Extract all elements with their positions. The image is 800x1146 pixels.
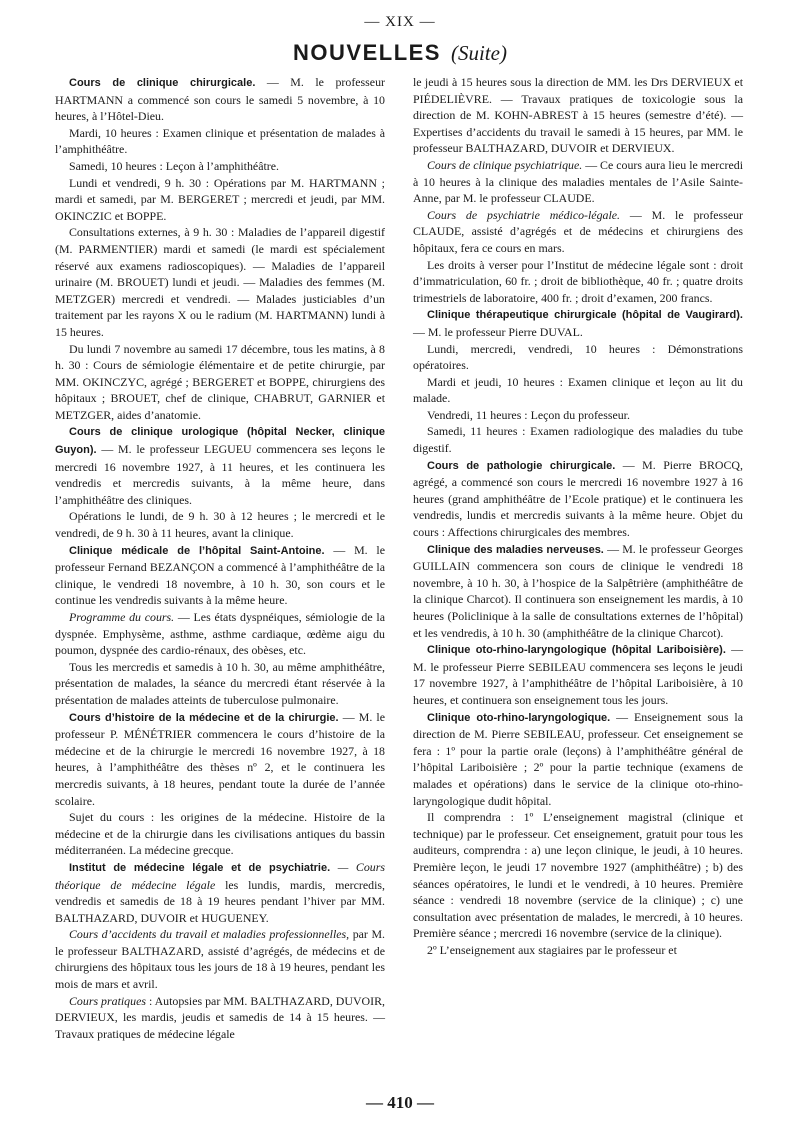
left-column (55, 74, 385, 1042)
paragraph (413, 306, 743, 340)
paragraph (413, 457, 743, 541)
paragraph (55, 74, 385, 125)
paragraph (413, 709, 743, 810)
paragraph-text: Tous les mercredis et samedis à 10 h. 30, au même amphithéâtre, présentation de malades, la séance du mercredi étant réservée à la présentation de malades atteints de tuberculose pulmonaire. (55, 659, 385, 707)
paragraph-lead: Cours de pathologie chirurgicale. (427, 459, 616, 472)
paragraph-text: Lundi, mercredi, vendredi, 10 heures : Démonstrations opératoires. (413, 341, 743, 373)
paragraph (55, 508, 385, 541)
paragraph (413, 423, 743, 456)
paragraph (413, 341, 743, 374)
paragraph-lead: Clinique des maladies nerveuses. (427, 543, 604, 556)
paragraph-text: les lundis, mardis, mercredis, vendredis et samedis de 18 à 19 heures pendant l’hiver par MM. BALTHAZARD, DUVOIR et HUGUENEY. (55, 877, 385, 925)
paragraph (413, 942, 743, 959)
paragraph-text: Mardi et jeudi, 10 heures : Examen clinique et leçon au lit du malade. (413, 374, 743, 406)
paragraph-text: — M. le professeur P. MÉNÉTRIER commencera le cours d’histoire de la médecine et de la chirurgie le mercredi 16 novembre 1927, à 18 heures, à l’amphithéâtre des thèses nº 2, et le continuera les mercredis suivants, à 18 heures, pendant toute la durée de l’année scolaire. (55, 709, 385, 808)
paragraph-italic: — Cours théorique de médecine légale (55, 859, 385, 892)
roman-page-number: — XIX — (364, 14, 436, 30)
paragraph-text: Il comprendra : 1º L’enseignement magistral (clinique et technique) par le professeur. Cet enseignement, gratuit pour tous les auditeurs, comprendra : a) une leçon clinique, le jeudi, à 10 heures. Première leçon, le jeudi 17 novembre 1927 (amphithéâtre) ; b) des séances opératoires, le lundi et le vendredi, à 10 heures. Première séance : vendredi 18 novembre (service de la clinique) ; c) une consultation avec présentation de malades, le mercredi, à 10 heures. Première séance ; mercredi 16 novembre (service de la clinique). (413, 810, 743, 941)
paragraph (55, 423, 385, 508)
paragraph-italic: Programme du cours. (69, 610, 175, 624)
paragraph (413, 157, 743, 207)
paragraph-text: : Autopsies par MM. BALTHAZARD, DUVOIR, DERVIEUX, les mardis, jeudis et samedis de 14 à 15 heures. — Travaux pratiques de médecine légale (55, 993, 386, 1041)
paragraph-text: — M. le professeur HARTMANN a commencé son cours le samedi 5 novembre, à 10 heures, à l’Hôtel-Dieu. (55, 75, 385, 124)
paragraph-text: par M. le professeur BALTHAZARD, assisté d’agrégés, de médecins et de chirurgiens des hôpitaux tous les jours de 18 à 19 heures, pendant les mois de mars et avril. (55, 927, 385, 992)
paragraph-text: — M. le professeur Fernand BEZANÇON a commencé à l’amphithéâtre de la clinique, le vendredi 18 novembre, à 10 h. 30, son cours et le continue les vendredis suivants à la même heure. (55, 542, 386, 608)
paragraph (413, 641, 743, 708)
section-suite: (Suite) (450, 41, 507, 65)
paragraph (55, 542, 385, 609)
paragraph-lead: Clinique médicale de l’hôpital Saint-Antoine. (69, 544, 325, 557)
paragraph-italic: Cours d’accidents du travail et maladies professionnelles, (69, 927, 350, 942)
paragraph-text: Opérations le lundi, de 9 h. 30 à 12 heures ; le mercredi et le vendredi, de 9 h. 30 à 11 heures, avant la clinique. (55, 509, 385, 541)
paragraph-lead: Cours d’histoire de la médecine et de la chirurgie. (69, 711, 339, 724)
paragraph-text: Mardi, 10 heures : Examen clinique et présentation de malades à l’amphithéâtre. (55, 125, 385, 157)
paragraph-text: — Ce cours aura lieu le mercredi à 10 heures à la clinique des maladies mentales de l’Asile Sainte-Anne, par M. le professeur CLAUDE. (413, 157, 744, 206)
paragraph-text: — M. le professeur Georges GUILLAIN commencera son cours de clinique le vendredi 18 novembre, à 10 h. 30, à l’hospice de la Salpêtrière (amphithéâtre de la clinique Charcot). Il continuera son enseignement les mardis, à 10 heures (Policlinique à la salle de consultations externes de l’hôpital) et les vendredis, à 10 h. 30 (amphithéâtre de la clinique Charcot). (413, 541, 744, 640)
paragraph (413, 407, 743, 424)
paragraph-italic: Cours de clinique psychiatrique. (427, 157, 583, 172)
page-number: — 410 — (366, 1093, 434, 1112)
section-title: NOUVELLES (293, 40, 441, 65)
paragraph (55, 993, 385, 1043)
paragraph-text: — M. Pierre BROCQ, agrégé, a commencé son cours le mercredi 16 novembre 1927 à 16 heures (grand amphithéâtre de l’Ecole pratique) et le continuera les vendredis, lundis et mercredis suivants à la même heure. Objet du cours : Affections chirurgicales des membres. (413, 457, 743, 540)
paragraph-text: — Les états dyspnéiques, sémiologie de la dyspnée. Emphysème, asthme, asthme cardiaque, œdème aigu du poumon, dyspnée des cardio-rénaux, des obèses, etc. (55, 610, 385, 658)
paragraph (413, 374, 743, 407)
paragraph (55, 175, 385, 225)
paragraph-text: Consultations externes, à 9 h. 30 : Maladies de l’appareil digestif (M. PARMENTIER) mardi et samedi (le mardi est spécialement réservé aux examens radioscopiques). — Maladies de l’appareil urinaire (M. BROUET) lundi et jeudi. — Maladies des femmes (M. METZGER) mercredi et vendredi. — Malades justiciables d’un traitement par les rayons X ou le radium (M. HARTMANN) lundi à 15 heures. (55, 225, 385, 339)
paragraph-text: — Enseignement sous la direction de M. Pierre SEBILEAU, professeur. Cet enseignement se fera : 1º pour la partie orale (leçons) à l’amphithéâtre général de l’hôpital Lariboisière ; 2º pour la partie technique (examens de malades et opérations) dans le service de la clinique oto-rhino-laryngologique dudit hôpital. (413, 709, 743, 808)
paragraph (55, 659, 385, 709)
paragraph (413, 257, 743, 307)
paragraph-text: Samedi, 10 heures : Leçon à l’amphithéâtre. (69, 158, 279, 173)
paragraph-text: Les droits à verser pour l’Institut de médecine légale sont : droit d’immatriculation, 60 fr. ; droit de bibliothèque, 40 fr. ; quatre droits trimestriels de laboratoire, 400 fr. ; droit d’examen, 200 francs. (413, 257, 743, 305)
paragraph-lead: Cours de clinique urologique (hôpital Necker, clinique Guyon). (55, 426, 385, 457)
paragraph-text: Du lundi 7 novembre au samedi 17 décembre, tous les matins, à 8 h. 30 : Cours de sémiologie élémentaire et de petite chirurgie, par MM. OKINCZYC, agrégé ; BERGERET et BOPPE, chirurgiens des hôpitaux ; BROUET, chef de clinique, CHABRUT, GARNIER et METZGER, aides d’anatomie. (55, 341, 385, 422)
paragraph (55, 709, 385, 810)
paragraph (55, 224, 385, 340)
paragraph (55, 859, 385, 926)
paragraph (55, 125, 385, 158)
paragraph (55, 158, 385, 175)
paragraph-text: Lundi et vendredi, 9 h. 30 : Opérations par M. HARTMANN ; mardi et samedi, par M. BERGERET ; mercredi et jeudi, par MM. OKINCZIC et BOPPE. (55, 175, 385, 223)
paragraph (55, 809, 385, 859)
paragraph-text: — M. le professeur LEGUEU commencera ses leçons le mercredi 16 novembre 1927, à 11 heures, et les continuera les vendredis et mercredis suivants, à la même heure, dans l’amphithéâtre des cliniques. (55, 442, 385, 507)
paragraph-text: Samedi, 11 heures : Examen radiologique des maladies du tube digestif. (413, 424, 743, 456)
paragraph (413, 207, 743, 257)
paragraph (413, 74, 743, 157)
paragraph-text: Vendredi, 11 heures : Leçon du professeur. (427, 407, 630, 422)
paragraph-lead: Institut de médecine légale et de psychiatrie. (69, 861, 331, 874)
paragraph (55, 341, 385, 424)
journal-page (55, 0, 745, 1146)
paragraph-lead: Clinique thérapeutique chirurgicale (hôpital de Vaugirard). (427, 309, 743, 322)
paragraph (413, 809, 743, 942)
paragraph (55, 926, 385, 992)
paragraph-italic: Cours pratiques (69, 993, 146, 1008)
paragraph-text: 2º L’enseignement aux stagiaires par le professeur et (427, 942, 677, 957)
paragraph-italic: Cours de psychiatrie médico-légale. (427, 207, 621, 222)
paragraph-lead: Clinique oto-rhino-laryngologique (hôpital Lariboisière). (427, 644, 726, 657)
paragraph-text: le jeudi à 15 heures sous la direction de MM. les Drs DERVIEUX et PIÉDELIÈVRE. — Travaux pratiques de toxicologie sous la direction de M. KOHN-ABREST à 15 heures (semestre d’été). — Expertises d’accidents du travail le samedi à 15 heures, par MM. le professeur BALTHAZARD, DUVOIR et DERVIEUX. (413, 75, 743, 156)
paragraph (413, 541, 743, 642)
paragraph-text: — M. le professeur Pierre SEBILEAU commencera ses leçons le jeudi 17 novembre 1927, à l’amphithéâtre de l’hôpital Lariboisière, à 10 heures, et continuera son enseignement tous les jours. (413, 642, 743, 707)
paragraph (55, 609, 385, 659)
paragraph-lead: Cours de clinique chirurgicale. (69, 77, 256, 89)
paragraph-text: — M. le professeur CLAUDE, assisté d’agrégés et de médecins et chirurgiens des hôpitaux, fera ce cours en mars. (413, 207, 743, 255)
right-column (413, 74, 743, 958)
section-header (55, 40, 745, 66)
paragraph-text: — M. le professeur Pierre DUVAL. (413, 324, 583, 339)
paragraph-text: Sujet du cours : les origines de la médecine. Histoire de la médecine et de la chirurgie dans les civilisations antiques du bassin méditerranéen. La médecine grecque. (55, 810, 385, 858)
paragraph-lead: Clinique oto-rhino-laryngologique. (427, 711, 611, 724)
